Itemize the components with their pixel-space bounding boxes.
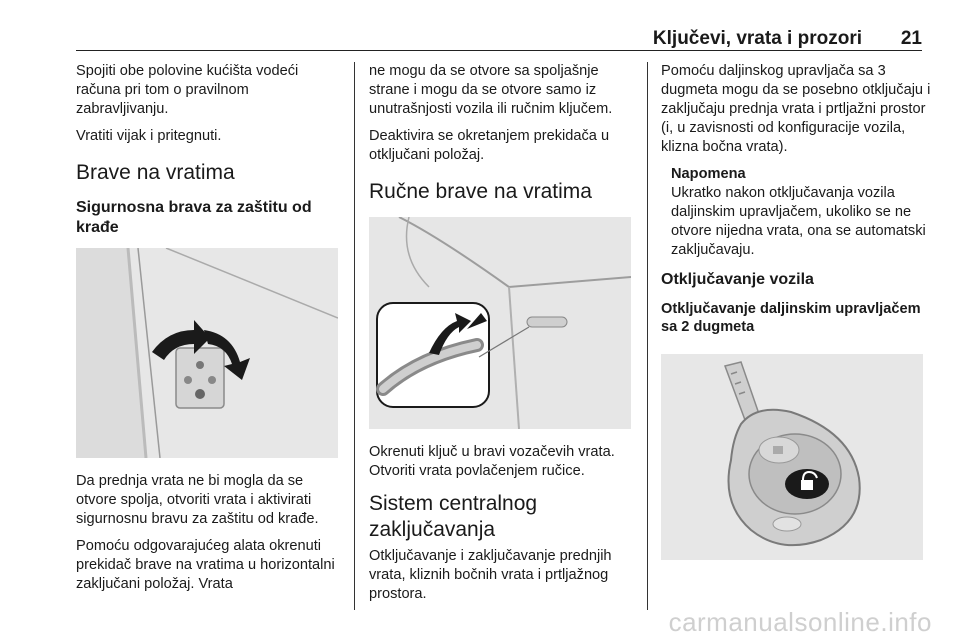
watermark: carmanualsonline.info	[668, 607, 932, 637]
chapter-title: Ključevi, vrata i prozori	[652, 28, 862, 49]
note-box	[671, 165, 931, 260]
note-title: Napomena	[671, 166, 746, 182]
column-divider	[647, 62, 648, 610]
paragraph: Pomoću odgovarajućeg alata okrenuti prekidač brave na vratima u horizontalni zaključani položaj. Vrata	[76, 538, 335, 592]
subsection-heading: Otključavanje vozila	[661, 271, 814, 288]
paragraph: Otključavanje i zaključavanje prednjih vrata, kliznih bočnih vrata i prtljažnog prostora.	[369, 548, 612, 602]
paragraph: ne mogu da se otvore sa spoljašnje strane i mogu da se otvore samo iz unutrašnjosti vozila ili ručnim ključem.	[369, 63, 613, 117]
section-heading: Sistem centralnog zaključavanja	[369, 492, 538, 541]
column-1	[76, 62, 341, 602]
paragraph: Deaktivira se okretanjem prekidača u otključani položaj.	[369, 128, 610, 163]
door-handle-illustration	[369, 217, 631, 429]
column-divider	[354, 62, 355, 610]
subsection-heading: Sigurnosna brava za zaštitu od krađe	[76, 199, 312, 236]
subsubsection-heading: Otključavanje daljinskim upravljačem sa 2 dugmeta	[661, 301, 921, 335]
paragraph: Vratiti vijak i pritegnuti.	[76, 128, 222, 144]
note-text: Ukratko nakon otključavanja vozila daljinskim upravljačem, ukoliko se ne otvore nijedna vrata, ona se automatski zaključavaju.	[671, 185, 926, 258]
remote-key-illustration	[661, 354, 923, 560]
paragraph: Pomoću daljinskog upravljača sa 3 dugmeta mogu da se posebno otključaju i zaključaju prednja vrata i prtljažni prostor (i, u zavisnosti od konfiguracije vozila, klizna bočna vrata).	[661, 63, 931, 155]
paragraph: Spojiti obe polovine kućišta vodeći računa pri tom o pravilnom zabravljivanju.	[76, 63, 299, 117]
section-heading: Ručne brave na vratima	[369, 180, 592, 203]
child-lock-illustration	[76, 248, 338, 458]
section-heading: Brave na vratima	[76, 161, 235, 184]
page-header	[76, 28, 922, 51]
column-3	[661, 62, 931, 574]
paragraph: Okrenuti ključ u bravi vozačevih vrata. Otvoriti vrata povlačenjem ručice.	[369, 444, 615, 479]
column-2	[369, 62, 637, 612]
page-number: 21	[900, 28, 922, 49]
paragraph: Da prednja vrata ne bi mogla da se otvore spolja, otvoriti vrata i aktivirati sigurnosnu bravu za zaštitu od krađe.	[76, 473, 319, 527]
